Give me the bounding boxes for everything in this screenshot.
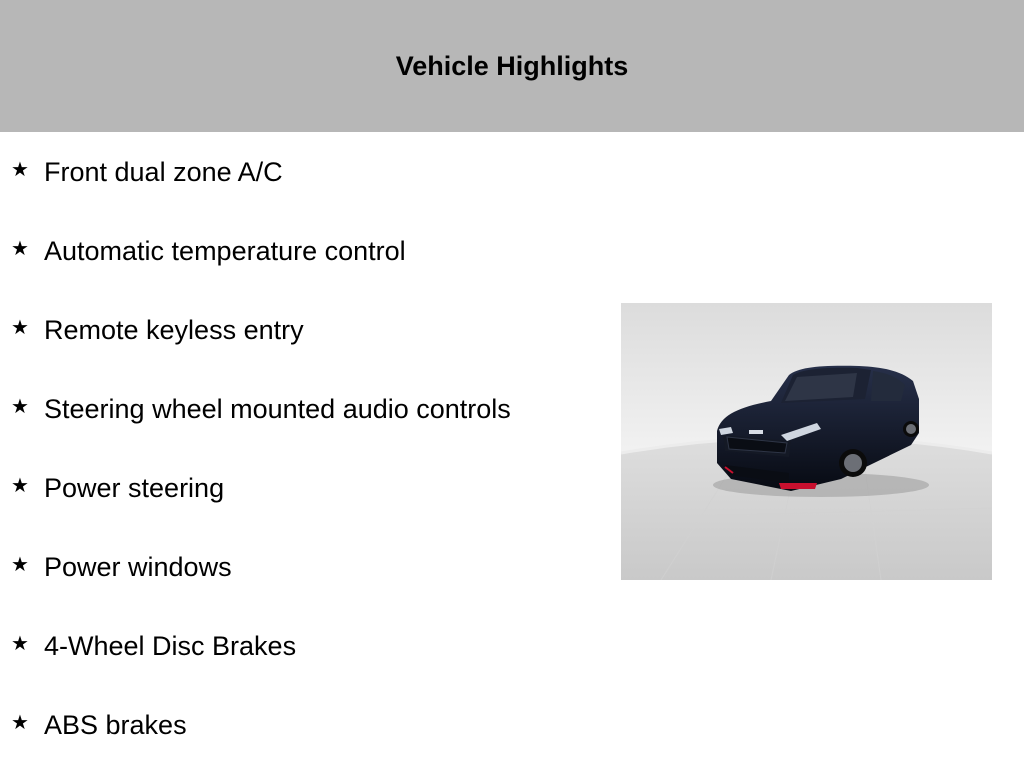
feature-label: Automatic temperature control: [44, 235, 406, 266]
vehicle-photo: [621, 303, 992, 580]
feature-item: [11, 468, 224, 508]
feature-label: Power steering: [44, 472, 225, 503]
feature-label: Front dual zone A/C: [44, 156, 283, 187]
star-icon: ★: [11, 237, 29, 260]
feature-item: [11, 152, 283, 192]
star-icon: ★: [11, 474, 29, 497]
feature-item: [11, 231, 406, 271]
page-title: Vehicle Highlights: [395, 50, 629, 81]
star-icon: ★: [11, 316, 29, 339]
star-icon: ★: [11, 395, 29, 418]
star-icon: ★: [11, 632, 29, 655]
feature-item: [11, 626, 296, 666]
star-icon: ★: [11, 553, 29, 576]
feature-label: Steering wheel mounted audio controls: [44, 393, 511, 424]
feature-label: Power windows: [44, 551, 232, 582]
header-bar: [0, 0, 1024, 132]
feature-label: ABS brakes: [44, 709, 187, 740]
feature-label: Remote keyless entry: [44, 314, 304, 345]
feature-label: 4-Wheel Disc Brakes: [44, 630, 297, 661]
feature-item: [11, 389, 511, 429]
star-icon: ★: [11, 711, 29, 734]
feature-item: [11, 547, 232, 587]
feature-item: [11, 705, 187, 745]
feature-item: [11, 310, 304, 350]
star-icon: ★: [11, 158, 29, 181]
